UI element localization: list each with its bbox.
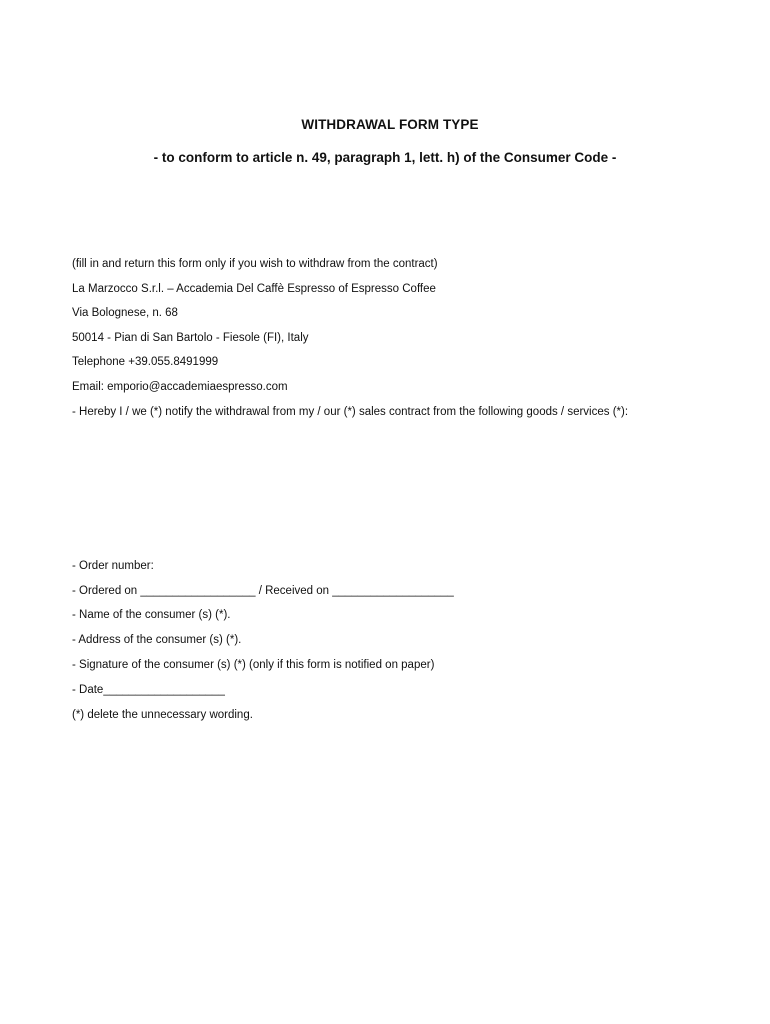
telephone: Telephone +39.055.8491999 bbox=[72, 356, 219, 368]
instruction-text: (fill in and return this form only if you wish to withdraw from the contract) bbox=[72, 258, 438, 270]
company-name: La Marzocco S.r.l. – Accademia Del Caffè Espresso of Espresso Coffee bbox=[72, 283, 436, 295]
document-title: WITHDRAWAL FORM TYPE bbox=[301, 117, 479, 132]
email: Email: emporio@accademiaespresso.com bbox=[72, 381, 288, 393]
consumer-signature-field: - Signature of the consumer (s) (*) (only if this form is notified on paper) bbox=[72, 659, 435, 671]
ordered-received-field: - Ordered on __________________ / Received on ___________________ bbox=[72, 585, 454, 597]
consumer-address-field: - Address of the consumer (s) (*). bbox=[72, 634, 242, 646]
consumer-name-field: - Name of the consumer (s) (*). bbox=[72, 609, 231, 621]
date-field: - Date___________________ bbox=[72, 684, 225, 696]
footnote: (*) delete the unnecessary wording. bbox=[72, 709, 253, 721]
withdrawal-statement: - Hereby I / we (*) notify the withdrawal from my / our (*) sales contract from the following goods / services (*): bbox=[72, 406, 629, 418]
address-street: Via Bolognese, n. 68 bbox=[72, 307, 178, 319]
address-city: 50014 - Pian di San Bartolo - Fiesole (FI), Italy bbox=[72, 332, 309, 344]
order-number-field: - Order number: bbox=[72, 560, 154, 572]
document-subtitle: - to conform to article n. 49, paragraph 1, lett. h) of the Consumer Code - bbox=[153, 150, 617, 165]
